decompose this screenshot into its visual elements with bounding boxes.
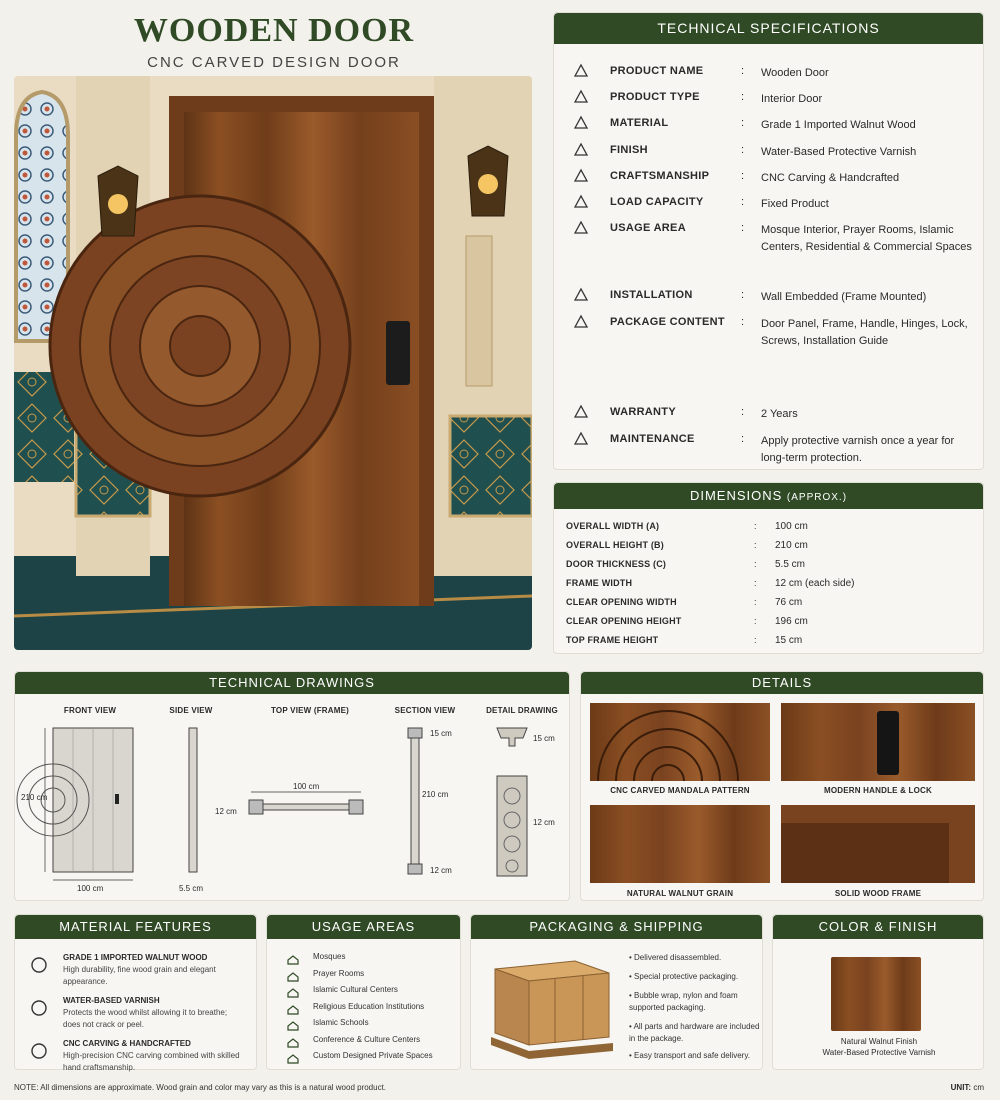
dimensions-title-text: DIMENSIONS: [689, 488, 783, 503]
spec-value: Door Panel, Frame, Handle, Hinges, Lock, Screws, Installation Guide: [761, 318, 968, 347]
side-width-dim: 5.5 cm: [179, 884, 204, 893]
spec-value: Wall Embedded (Frame Mounted): [761, 291, 927, 303]
page-subtitle: CNC CARVED DESIGN DOOR: [147, 54, 401, 71]
specs-panel: [553, 12, 984, 470]
packaging-text: Delivered disassembled.: [634, 953, 722, 962]
material-title: MATERIAL FEATURES: [15, 915, 256, 939]
dimension-value: 210 cm: [775, 540, 808, 551]
dimension-key: OVERALL HEIGHT (B): [566, 540, 664, 550]
spec-colon: :: [741, 144, 745, 156]
door-icon: [572, 89, 590, 105]
section-view-label: SECTION VIEW: [394, 706, 456, 715]
dimension-colon: :: [754, 597, 757, 607]
usage-panel: [266, 914, 461, 1070]
color-panel: [772, 914, 984, 1070]
spec-colon: :: [741, 406, 745, 418]
packaging-item: [629, 990, 764, 1014]
spec-key: LOAD CAPACITY: [610, 196, 704, 208]
drawings-panel: [14, 671, 570, 901]
packaging-text: Bubble wrap, nylon and foam supported packaging.: [629, 991, 738, 1012]
dimension-colon: :: [754, 559, 757, 569]
spec-key: PRODUCT TYPE: [610, 91, 700, 103]
details-panel: [580, 671, 984, 901]
material-desc: High durability, fine wood grain and elegant appearance.: [63, 965, 216, 986]
packaging-item: [629, 1021, 764, 1045]
front-view-label: FRONT VIEW: [63, 706, 117, 715]
footer-note: NOTE: All dimensions are approximate. Wood grain and color may vary as this is a natural wood product.: [14, 1083, 387, 1092]
spec-key: INSTALLATION: [610, 289, 693, 301]
section-height-dim: 210 cm: [422, 790, 449, 799]
material-key: CNC CARVING & HANDCRAFTED: [63, 1039, 191, 1048]
drawings-title: TECHNICAL DRAWINGS: [15, 672, 569, 694]
dimensions-title-suffix: (APPROX.): [786, 492, 848, 503]
color-finish-line2: Water-Based Protective Varnish: [822, 1048, 936, 1057]
dimensions-title: [554, 483, 983, 509]
packaging-item: [629, 1050, 764, 1062]
mosque-icon: [287, 952, 299, 962]
tree-icon: [572, 115, 590, 131]
mosque-icon: [287, 1051, 299, 1061]
top-view-drawing: [251, 804, 361, 810]
top-width-dim: 100 cm: [293, 782, 320, 791]
spec-value: Interior Door: [761, 93, 823, 105]
diamond-icon: [572, 63, 590, 79]
spec-value: Wooden Door: [761, 67, 829, 79]
color-swatch: [831, 957, 921, 1031]
bullet-icon: •: [629, 953, 635, 962]
spec-key: CRAFTSMANSHIP: [610, 170, 710, 182]
color-title: COLOR & FINISH: [773, 915, 983, 939]
detail-caption-grain: NATURAL WALNUT GRAIN: [626, 889, 734, 898]
drop-icon: [29, 998, 49, 1023]
spec-value: Grade 1 Imported Walnut Wood: [761, 119, 916, 131]
section-top-dim: 15 cm: [430, 729, 452, 738]
front-width-dim: 100 cm: [77, 884, 104, 893]
install-icon: [572, 287, 590, 303]
usage-title: USAGE AREAS: [267, 915, 460, 939]
side-view-label: SIDE VIEW: [169, 706, 213, 715]
usage-label: Custom Designed Private Spaces: [313, 1051, 433, 1060]
spec-colon: :: [741, 65, 745, 77]
hero-door-image: [14, 76, 532, 650]
spec-key: MAINTENANCE: [610, 433, 695, 445]
dimension-value: 15 cm: [775, 635, 803, 646]
material-desc: High-precision CNC carving combined with skilled hand craftsmanship.: [63, 1051, 240, 1072]
spec-colon: :: [741, 316, 745, 328]
bullet-icon: •: [629, 991, 635, 1000]
spec-key: PACKAGE CONTENT: [610, 316, 725, 328]
material-panel: [14, 914, 257, 1070]
dimension-colon: :: [754, 635, 757, 645]
spec-value: Fixed Product: [761, 198, 829, 210]
material-key: WATER-BASED VARNISH: [63, 996, 160, 1005]
spec-key: PRODUCT NAME: [610, 65, 704, 77]
packaging-text: Easy transport and safe delivery.: [634, 1051, 750, 1060]
details-title: DETAILS: [581, 672, 983, 694]
packaging-item: [629, 971, 764, 983]
dimension-value: 196 cm: [775, 616, 808, 627]
chisel-icon: [572, 168, 590, 184]
dimension-key: CLEAR OPENING WIDTH: [566, 597, 677, 607]
mosque-icon: [287, 1035, 299, 1045]
shield-icon: [572, 404, 590, 420]
side-view-drawing: [189, 728, 197, 872]
weight-icon: [572, 194, 590, 210]
detail-top-dim: 15 cm: [533, 734, 555, 743]
packaging-panel: [470, 914, 763, 1070]
dimension-colon: :: [754, 521, 757, 531]
specs-title: TECHNICAL SPECIFICATIONS: [554, 13, 983, 44]
bullet-icon: •: [629, 1022, 634, 1031]
color-finish-line1: Natural Walnut Finish: [840, 1037, 918, 1046]
usage-label: Islamic Schools: [313, 1018, 369, 1027]
detail-caption-handle: MODERN HANDLE & LOCK: [824, 786, 932, 795]
detail-caption-mandala: CNC CARVED MANDALA PATTERN: [610, 786, 750, 795]
mosque-icon: [287, 985, 299, 995]
footer-unit-value: cm: [973, 1083, 984, 1092]
package-icon: [572, 314, 590, 330]
usage-label: Prayer Rooms: [313, 968, 365, 978]
spec-colon: :: [741, 433, 745, 445]
dimension-value: 76 cm: [775, 597, 803, 608]
crate-image: [485, 953, 615, 1063]
dimension-key: TOP FRAME HEIGHT: [566, 635, 659, 645]
dimensions-panel: [553, 482, 984, 654]
usage-label: Religious Education Institutions: [313, 1001, 425, 1011]
footer-unit-label: UNIT:: [950, 1083, 972, 1092]
spec-colon: :: [741, 222, 745, 234]
material-desc: Protects the wood whilst allowing it to breathe; does not crack or peel.: [63, 1008, 228, 1029]
dimension-key: OVERALL WIDTH (A): [566, 521, 660, 531]
top-view-label: TOP VIEW (FRAME): [270, 706, 350, 715]
spec-value: CNC Carving & Handcrafted: [761, 172, 900, 184]
detail-drawing-label: DETAIL DRAWING: [486, 706, 558, 715]
bullet-icon: •: [629, 972, 635, 981]
front-height-dim: 210 cm: [21, 793, 48, 802]
detail-drawing: [497, 776, 527, 876]
spec-key: WARRANTY: [610, 406, 676, 418]
packaging-item: [629, 952, 764, 964]
usage-label: Mosques: [313, 952, 346, 961]
bullet-icon: •: [629, 1051, 635, 1060]
spec-key: USAGE AREA: [610, 222, 686, 234]
spec-colon: :: [741, 91, 745, 103]
medal-icon: [29, 1041, 49, 1066]
dimension-value: 100 cm: [775, 521, 808, 532]
spec-value: Water-Based Protective Varnish: [761, 146, 917, 158]
spec-colon: :: [741, 196, 745, 208]
page-header: [14, 12, 534, 71]
dimension-key: DOOR THICKNESS (C): [566, 559, 667, 569]
material-key: GRADE 1 IMPORTED WALNUT WOOD: [63, 953, 208, 962]
spec-key: MATERIAL: [610, 117, 669, 129]
detail-handle-image: [781, 703, 975, 781]
usage-label: Islamic Cultural Centers: [313, 985, 398, 994]
dimension-value: 5.5 cm: [775, 559, 806, 570]
packaging-text: Special protective packaging.: [634, 972, 739, 981]
dimension-colon: :: [754, 540, 757, 550]
spec-value: Apply protective varnish once a year for long-term protection.: [761, 435, 955, 464]
section-bottom-dim: 12 cm: [430, 866, 452, 875]
detail-caption-frame: SOLID WOOD FRAME: [834, 889, 922, 898]
page-title: WOODEN DOOR: [133, 12, 415, 49]
mosque-icon: [287, 1018, 299, 1028]
section-view-drawing: [411, 730, 419, 874]
cube-icon: [29, 955, 49, 980]
detail-side-dim: 12 cm: [533, 818, 555, 827]
spec-colon: :: [741, 170, 745, 182]
dimension-colon: :: [754, 616, 757, 626]
mosque-icon: [287, 1002, 299, 1012]
detail-mandala-image: [590, 703, 770, 781]
packaging-title: PACKAGING & SHIPPING: [471, 915, 762, 939]
dimension-colon: :: [754, 578, 757, 588]
dimension-value: 12 cm (each side): [775, 578, 855, 589]
top-side-dim: 12 cm: [215, 807, 237, 816]
detail-frame-image: [781, 805, 975, 883]
usage-label: Conference & Culture Centers: [313, 1034, 421, 1044]
footer-unit: [920, 1083, 984, 1092]
dimension-key: CLEAR OPENING HEIGHT: [566, 616, 682, 626]
house-icon: [572, 220, 590, 236]
spec-colon: :: [741, 117, 745, 129]
spec-colon: :: [741, 289, 745, 301]
spec-key: FINISH: [610, 144, 648, 156]
spec-value: Mosque Interior, Prayer Rooms, Islamic Centers, Residential & Commercial Spaces: [761, 224, 972, 253]
brush-icon: [572, 142, 590, 158]
mosque-icon: [287, 969, 299, 979]
leaf-icon: [572, 431, 590, 447]
packaging-text: All parts and hardware are included in the package.: [629, 1022, 760, 1043]
detail-grain-image: [590, 805, 770, 883]
dimension-key: FRAME WIDTH: [566, 578, 633, 588]
spec-value: 2 Years: [761, 408, 798, 420]
